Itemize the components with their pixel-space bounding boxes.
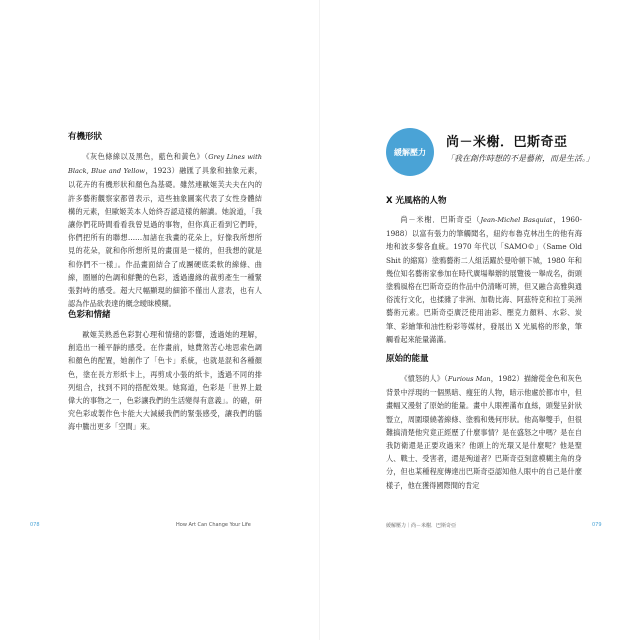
- artist-name-title: 尚－米榭．巴斯奇亞: [446, 135, 568, 150]
- page-number-left: 078: [30, 522, 40, 528]
- paragraph-organic-shapes: [68, 150, 262, 310]
- section-heading-organic-shapes: 有機形狀: [68, 132, 103, 142]
- book-title-footer: How Art Can Change Your Life: [176, 522, 251, 528]
- paragraph-text: 《憤怒的人》（: [400, 374, 448, 383]
- paragraph-color-emotion: 歐姬芙熟悉色彩對心理和情緒的影響，透過她的理解，創造出一種平靜的感受。在作畫前，她費煞苦心地思索色調和顏色的配置，她創作了「色卡」系統，也就是混和各種顏色，塗在長方形紙卡上，再剪成小張的紙卡，透過不同的排列組合，找到不同的搭配效果。她寫道，色彩是「世界上最偉大的事物之一，色彩讓我們的生活變得有意義」。的確，研究色彩或製作色卡能大大減緩我們的緊張感受，讓我們的腦海中騰出更多「空間」來。: [68, 330, 262, 432]
- paragraph-xray-figures: [386, 213, 582, 346]
- section-heading-xray-figures: X 光風格的人物: [386, 196, 447, 206]
- artist-english-name: Jean-Michel Basquiat: [480, 216, 553, 224]
- paragraph-text: 尚－米榭．巴斯奇亞（: [400, 215, 481, 224]
- artist-quote: 「我在創作時想的不是藝術，而是生活。」: [446, 154, 594, 163]
- page-number-right: 079: [592, 522, 602, 528]
- artwork-english-title: Furious Man: [447, 375, 491, 383]
- theme-badge-label: 緩解壓力: [394, 147, 426, 157]
- section-heading-color-emotion: 色彩和情緒: [68, 310, 111, 320]
- paragraph-text: ，1982）描繪從金色和灰色背景中浮現的一個黑暗、瘦狂的人物，暗示他處於都市中，但畫幅又漫射了原始的能量。畫中人眼裡滿布血絲，頭髮呈針狀豎立，周圍環繞著線條、塗鴉和幾何形狀。他高舉雙手，但很難搞清楚他究竟正經歷了什麼事情？是在盛怒之中嗎？是在自我防衛還是正要攻過來？他頭上的光環又是什麼呢？他是聖人、戰士、受害者，還是殉道者？巴斯奇亞刻意模糊主角的身分，但也某種程度傳達出巴斯奇亞認知他人眼中的自己是什麼樣子，他在獲得國際間的肯定: [386, 374, 582, 490]
- paragraph-text: ，1923）融匯了具象和抽象元素，以花卉的有機形狀和顏色為基礎。雖然連歐姬芙夫夫在內的許多藝術觀察家都曾表示，這些抽象圖案代表了女性身體結構的元素，但歐姬芙本人始終否認這樣的解讀。她說道，「我讓你們花時間看看我曾見過的事物，但你真正看到它們時，你們把所有的聯想……加諸在我畫的花朵上，好像我所想所見的花朵，就和你所想所見的畫面是一樣的，但我想的就是和你們不一樣」。作品畫面結合了成團硬底柔軟的線條、曲線，圈層的色調和鮮艷的色彩，透過邊緣的裁剪產生一種緊張對峙的感受。超大尺幅顯現的細節不僅出人意表，也有人認為作品欲表達的概念曖昧模糊。: [68, 166, 262, 309]
- artwork-english-title: Grey Lines with Black, Blue and Yellow: [68, 153, 262, 176]
- section-heading-primal-energy: 原始的能量: [386, 354, 429, 364]
- breadcrumb-footer: 緩解壓力｜尚－米榭．巴斯奇亞: [386, 523, 457, 529]
- theme-badge: [386, 128, 434, 176]
- paragraph-text: 《灰色條線以及黑色，藍色和黃色》（: [82, 152, 209, 161]
- paragraph-text: ，1960-1988）以富有張力的筆觸聞名，紐約布魯克林出生的他有海地和波多黎各血統。1970 年代以「SAMO©」（Same Old Shit 的縮寫）塗鴉藝術二人組活躍於曼哈頓下城，1980 年和幾位知名藝術家參加在時代廣場舉辦的展覽後一舉成名，街頭塗鴉風格在巴斯奇亞的作品中仍清晰可辨，但又融合高雅與通俗流行文化，也揉雜了非洲、加勒比海、阿茲特克和拉丁美洲藝術元素。巴斯奇亞廣泛使用油彩、壓克力顏料、水彩、炭筆、彩繪筆和油性粉彩等媒材，發展出 X 光風格的形象，筆觸看起來能量滿滿。: [386, 215, 582, 344]
- paragraph-primal-energy: [386, 372, 582, 492]
